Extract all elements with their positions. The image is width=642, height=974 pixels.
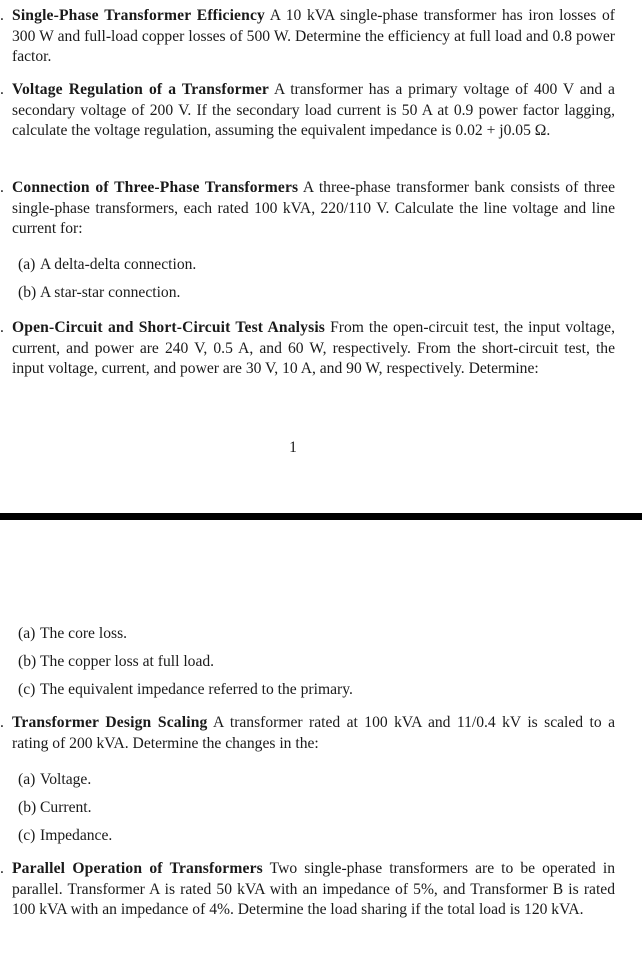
sub-item-text: The equivalent impedance referred to the primary. (40, 681, 353, 698)
page-number: 1 (289, 439, 297, 456)
problem-text (12, 80, 615, 142)
enum-marker: . (0, 7, 4, 24)
sub-item-text: A delta-delta connection. (40, 256, 197, 273)
sub-item (0, 652, 642, 672)
problem-title: Connection of Three-Phase Transformers (12, 179, 299, 196)
problem-text (12, 6, 615, 68)
enum-marker: . (0, 179, 4, 196)
sub-item (0, 624, 642, 644)
sub-item (0, 283, 642, 303)
problem-body: A three-phase transformer bank consists of three single-phase transformers, each rated 100 kVA, 220/110 V. Calculate the line voltage and line current for: (12, 179, 615, 238)
problem-title: Single-Phase Transformer Efficiency (12, 7, 265, 24)
enum-marker: . (0, 319, 4, 336)
problem-body: A transformer has a primary voltage of 400 V and a secondary voltage of 200 V. If the secondary load current is 50 A at 0.9 power factor lagging, calculate the voltage regulation, assuming the equivalent impedance is 0.02 + j0.05 Ω. (12, 81, 615, 140)
sub-item-text: A star-star connection. (40, 284, 181, 301)
sub-item-label: (a) (18, 256, 36, 273)
problem-title: Parallel Operation of Transformers (12, 860, 263, 877)
problem-text (12, 318, 615, 380)
sub-item-label: (b) (18, 799, 37, 816)
sub-item (0, 255, 642, 275)
page-2 (0, 520, 642, 974)
sub-item-text: The core loss. (40, 625, 128, 642)
problem-body: A transformer rated at 100 kVA and 11/0.4 kV is scaled to a rating of 200 kVA. Determine the changes in the: (12, 714, 615, 752)
page-separator (0, 513, 642, 520)
enum-marker: . (0, 81, 4, 98)
sub-item-text: Current. (40, 799, 92, 816)
enum-marker: . (0, 860, 4, 877)
sub-item-text: The copper loss at full load. (40, 653, 215, 670)
sub-item-label: (a) (18, 771, 36, 788)
sub-item (0, 798, 642, 818)
sub-item-label: (b) (18, 284, 37, 301)
sub-item-label: (c) (18, 681, 36, 698)
enum-marker: . (0, 714, 4, 731)
sub-item (0, 770, 642, 790)
problem-title: Voltage Regulation of a Transformer (12, 81, 269, 98)
sub-item-text: Voltage. (40, 771, 92, 788)
problem-text (12, 713, 615, 754)
sub-item-text: Impedance. (40, 827, 113, 844)
problem-text (12, 178, 615, 240)
problem-body: Two single-phase transformers are to be operated in parallel. Transformer A is rated 50 kVA with an impedance of 5%, and Transformer B is rated 100 kVA with an impedance of 4%. Determine the load sharing if the total load is 120 kVA. (12, 860, 615, 919)
problem-text (12, 859, 615, 921)
problem-body: A 10 kVA single-phase transformer has iron losses of 300 W and full-load copper losses of 500 W. Determine the efficiency at full load and 0.8 power factor. (12, 7, 615, 66)
problem-body: From the open-circuit test, the input voltage, current, and power are 240 V, 0.5 A, and 60 W, respectively. From the short-circuit test, the input voltage, current, and power are 30 V, 10 A, and 90 W, respectively. Determine: (12, 319, 616, 378)
problem-title: Transformer Design Scaling (12, 714, 208, 731)
sub-item-label: (c) (18, 827, 36, 844)
sub-item-label: (b) (18, 653, 37, 670)
sub-item (0, 680, 642, 700)
problem-title: Open-Circuit and Short-Circuit Test Analysis (12, 319, 326, 336)
sub-item (0, 826, 642, 846)
sub-item-label: (a) (18, 625, 36, 642)
